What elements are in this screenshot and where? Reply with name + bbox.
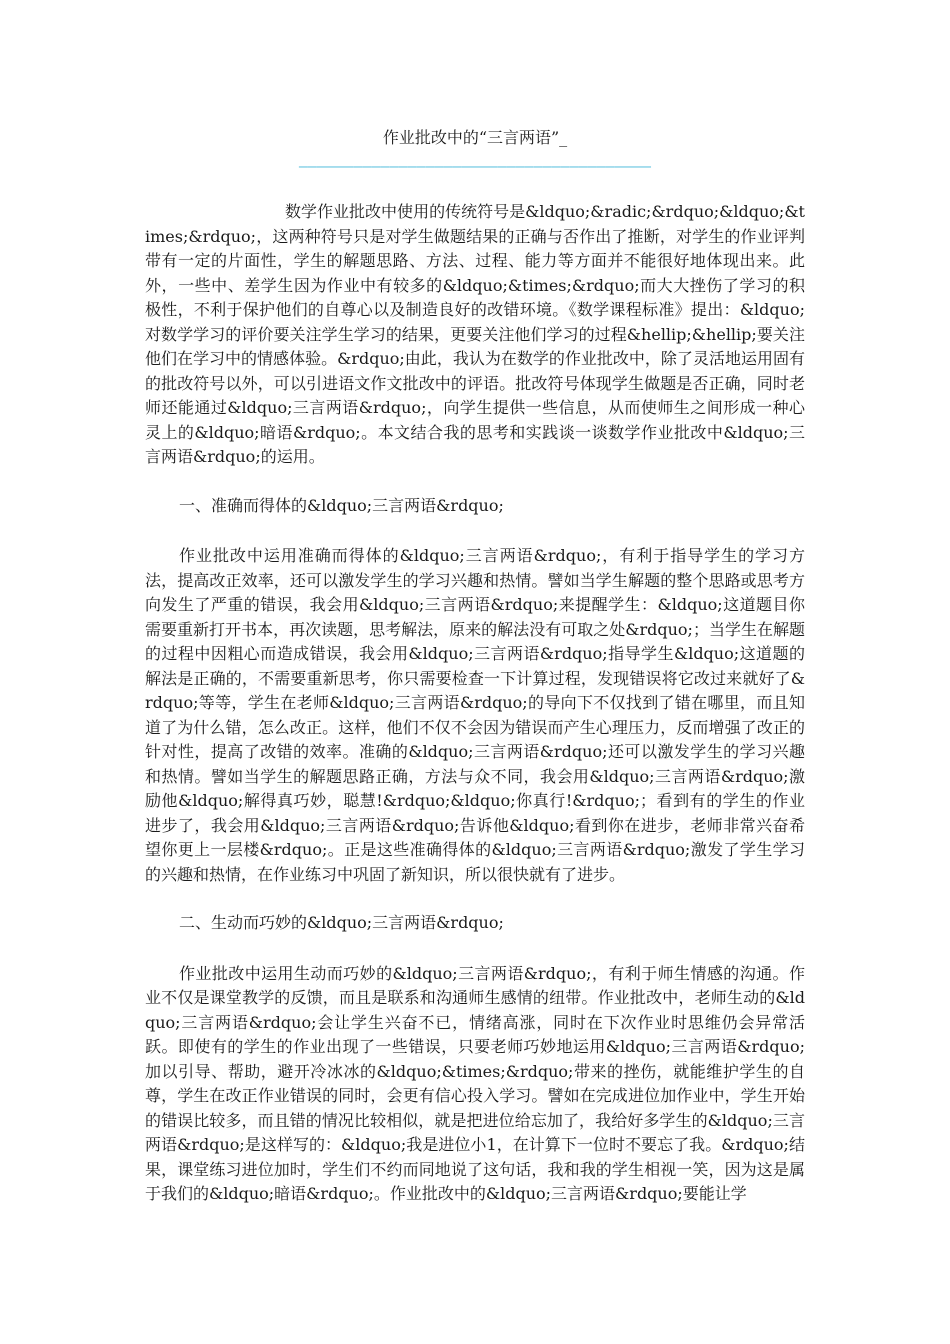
document-title: 作业批改中的“三言两语”_ bbox=[382, 128, 568, 147]
section-2-paragraph: 作业批改中运用生动而巧妙的&ldquo;三言两语&rdquo;，有利于师生情感的沟通。作业不仅是课堂教学的反馈，而且是联系和沟通师生感情的纽带。作业批改中，老师生动的&ldquo;三言两语&rdquo;会让学生兴奋不已，情绪高涨，同时在下次作业时思维仍会异常活跃。即使有的学生的作业出现了一些错误，只要老师巧妙地运用&ldquo;三言两语&rdquo;加以引导、帮助，避开冷冰冰的&ldquo;&times;&rdquo;带来的挫伤，就能维护学生的自尊，学生在改正作业错误的同时，会更有信心投入学习。譬如在完成进位加作业中，学生开始的错误比较多，而且错的情况比较相似，就是把进位给忘加了，我给好多学生的&ldquo;三言两语&rdquo;是这样写的：&ldquo;我是进位小1，在计算下一位时不要忘了我。&rdquo;结果，课堂练习进位加时，学生们不约而同地说了这句话，我和我的学生相视一笑，因为这是属于我们的&ldquo;暗语&rdquo;。作业批改中的&ldquo;三言两语&rdquo;要能让学 bbox=[145, 963, 805, 1203]
section-heading-1: 一、准确而得体的&ldquo;三言两语&rdquo; bbox=[179, 495, 504, 515]
intro-paragraph: 数学作业批改中使用的传统符号是&ldquo;&radic;&rdquo;&ldquo;&times;&rdquo;，这两种符号只是对学生做题结果的正确与否作出了推断，对学生的作业评判带有一定的片面性，学生的解题思路、方法、过程、能力等方面并不能很好地体现出来。此外，一些中、差学生因为作业中有较多的&ldquo;&times;&rdquo;而大大挫伤了学习的积极性，不利于保护他们的自尊心以及制造良好的改错环境。《数学课程标准》提出：&ldquo;对数学学习的评价要关注学生学习的结果，更要关注他们学习的过程&hellip;&hellip;要关注他们在学习中的情感体验。&rdquo;由此，我认为在数学的作业批改中，除了灵活地运用固有的批改符号以外，可以引进语文作文批改中的评语。批改符号体现学生做题是否正确，同时老师还能通过&ldquo;三言两语&rdquo;，向学生提供一些信息，从而使师生之间形成一种心灵上的&ldquo;暗语&rdquo;。本文结合我的思考和实践谈一谈数学作业批改中&ldquo;三言两语&rdquo;的运用。 bbox=[145, 202, 805, 466]
section-1-paragraph: 作业批改中运用准确而得体的&ldquo;三言两语&rdquo;，有利于指导学生的学习方法，提高改正效率，还可以激发学生的学习兴趣和热情。譬如当学生解题的整个思路或思考方向发生了严重的错误，我会用&ldquo;三言两语&rdquo;来提醒学生：&ldquo;这道题目你需要重新打开书本，再次读题，思考解法，原来的解法没有可取之处&rdquo;；当学生在解题的过程中因粗心而造成错误，我会用&ldquo;三言两语&rdquo;指导学生&ldquo;这道题的解法是正确的，不需要重新思考，你只需要检查一下计算过程，发现错误将它改过来就好了&rdquo;等等，学生在老师&ldquo;三言两语&rdquo;的导向下不仅找到了错在哪里，而且知道了为什么错，怎么改正。这样，他们不仅不会因为错误而产生心理压力，反而增强了改正的针对性，提高了改错的效率。准确的&ldquo;三言两语&rdquo;还可以激发学生的学习兴趣和热情。譬如当学生的解题思路正确，方法与众不同，我会用&ldquo;三言两语&rdquo;激励他&ldquo;解得真巧妙，聪慧!&rdquo;&ldquo;你真行!&rdquo;；看到有的学生的作业进步了，我会用&ldquo;三言两语&rdquo;告诉他&ldquo;看到你在进步，老师非常兴奋希望你更上一层楼&rdquo;。正是这些准确得体的&ldquo;三言两语&rdquo;激发了学生学习的兴趣和热情，在作业练习中巩固了新知识，所以很快就有了进步。 bbox=[145, 546, 805, 884]
section-heading-2: 二、生动而巧妙的&ldquo;三言两语&rdquo; bbox=[179, 913, 504, 932]
document-page bbox=[145, 118, 805, 1207]
title-divider: ——————————————————————————————————————— bbox=[298, 158, 652, 174]
